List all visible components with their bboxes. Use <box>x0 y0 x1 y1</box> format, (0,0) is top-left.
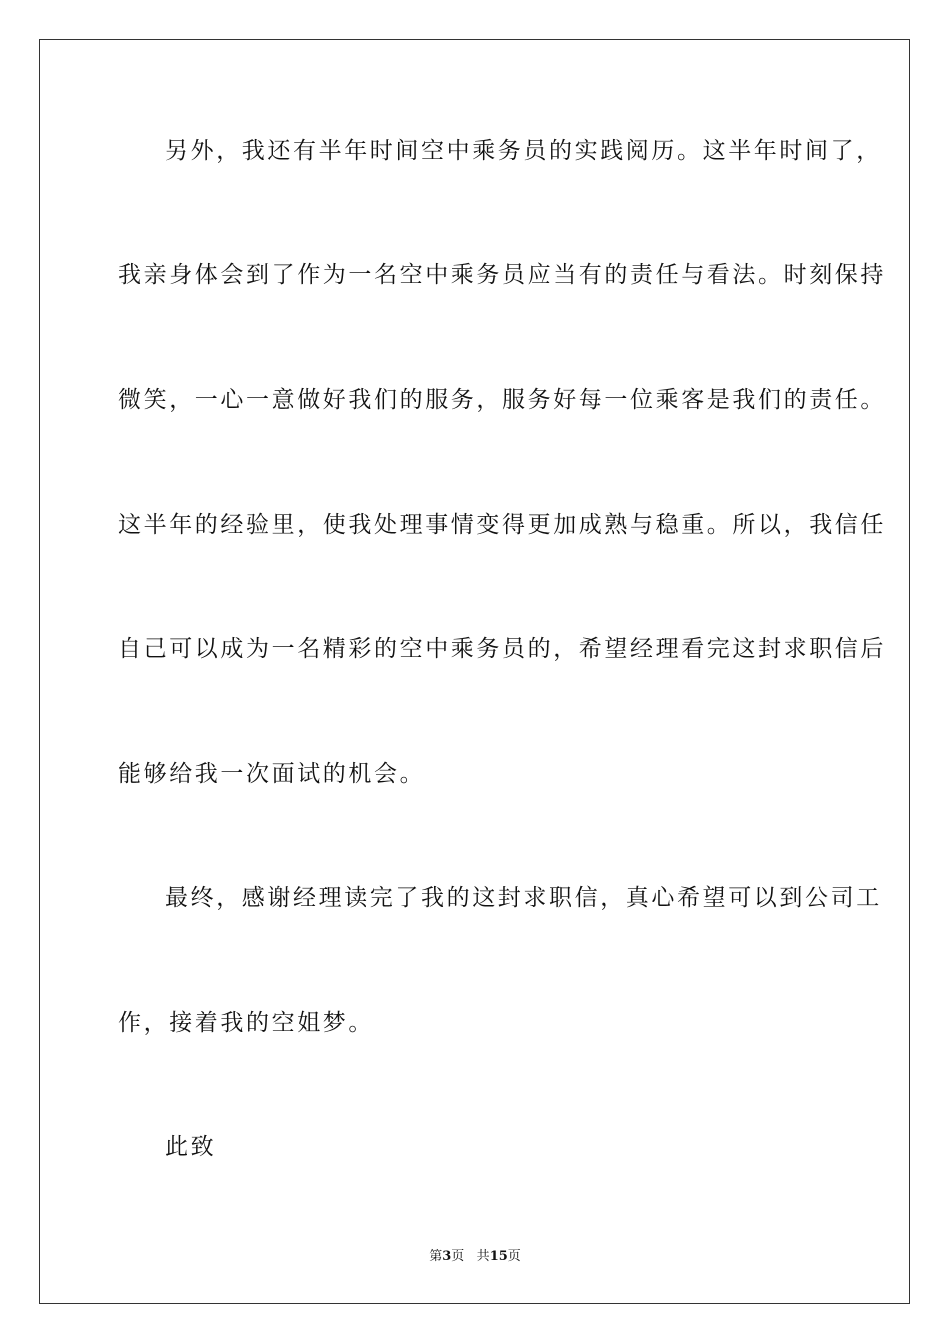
page-suffix: 页 <box>451 1249 465 1264</box>
paragraph-line: 能够给我一次面试的机会。 <box>118 761 426 787</box>
paragraph-line: 自己可以成为一名精彩的空中乘务员的，希望经理看完这封求职信后 <box>118 636 886 662</box>
paragraph-line: 这半年的经验里，使我处理事情变得更加成熟与稳重。所以，我信任 <box>118 512 886 538</box>
page-footer <box>0 1248 950 1266</box>
closing-salutation: 此致 <box>165 1134 217 1160</box>
paragraph-line: 最终，感谢经理读完了我的这封求职信，真心希望可以到公司工 <box>165 885 882 911</box>
paragraph-line: 另外，我还有半年时间空中乘务员的实践阅历。这半年时间了， <box>165 138 882 164</box>
page-number: 3 <box>442 1249 452 1264</box>
total-prefix: 共 <box>476 1249 490 1264</box>
paragraph-line: 作，接着我的空姐梦。 <box>118 1010 374 1036</box>
page-border <box>39 39 910 1304</box>
total-pages: 15 <box>489 1249 508 1264</box>
paragraph-line: 我亲身体会到了作为一名空中乘务员应当有的责任与看法。时刻保持 <box>118 262 886 288</box>
paragraph-line: 微笑，一心一意做好我们的服务，服务好每一位乘客是我们的责任。 <box>118 387 886 413</box>
total-suffix: 页 <box>507 1249 521 1264</box>
page-prefix: 第 <box>429 1249 443 1264</box>
